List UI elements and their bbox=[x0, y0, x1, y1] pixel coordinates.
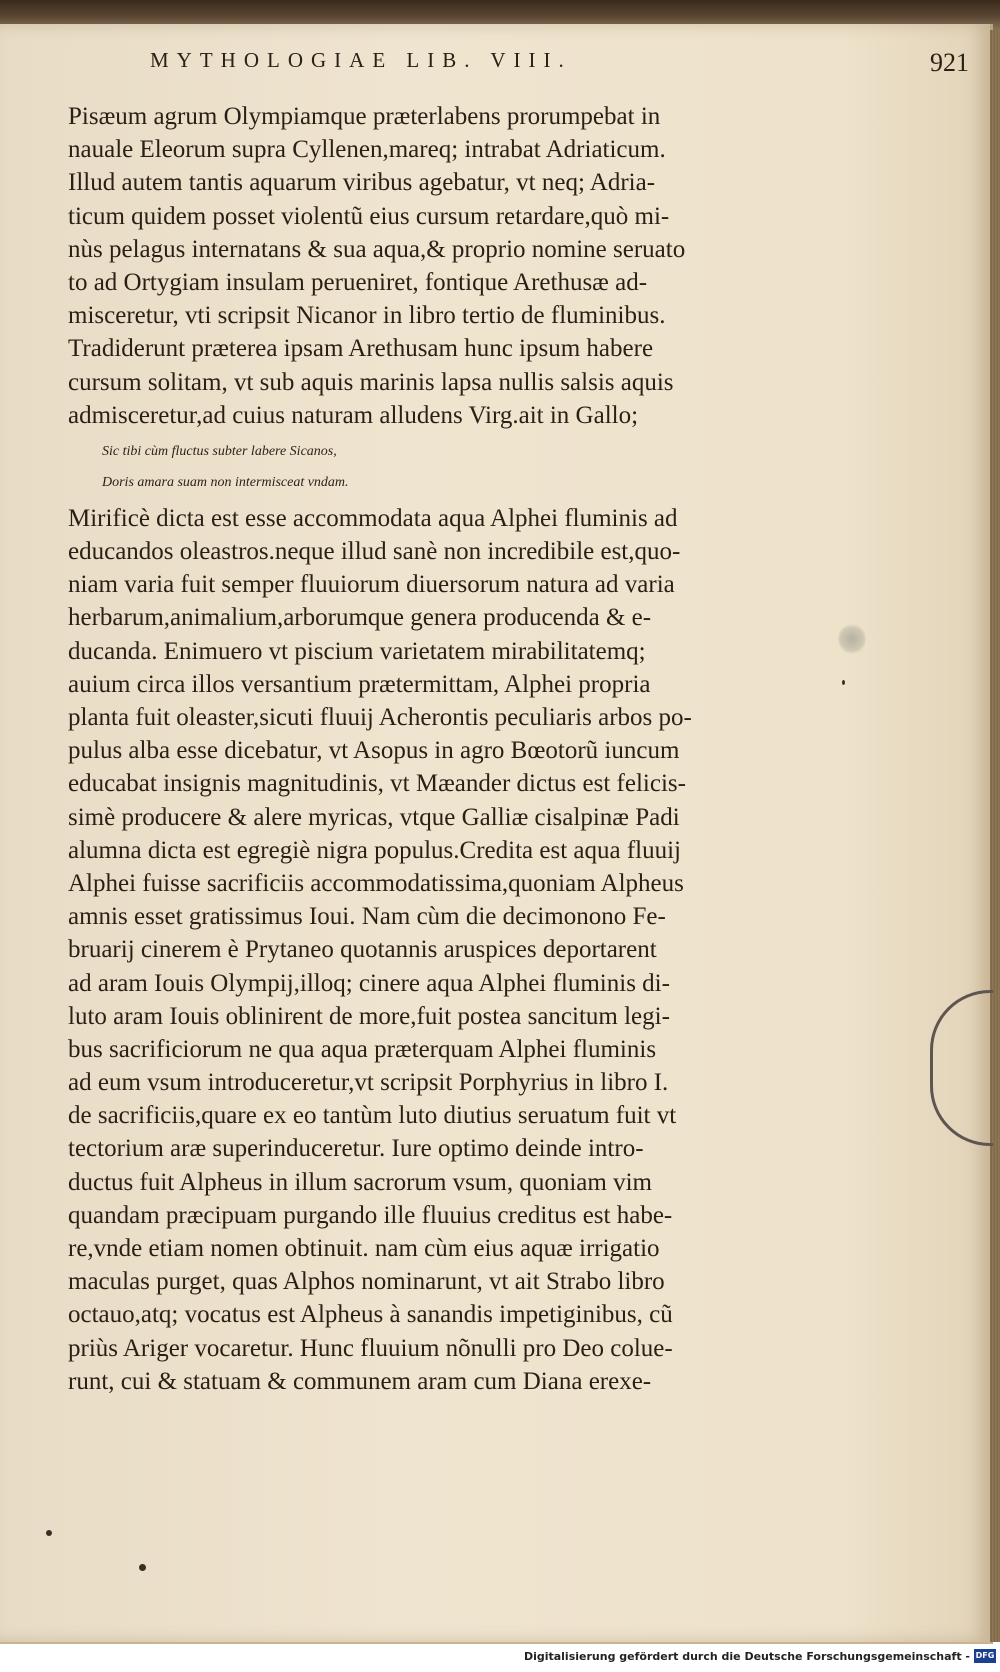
text-line: bruarij cinerem è Prytaneo quotannis aruspices deportarent bbox=[68, 936, 657, 964]
text-line: cursum solitam, vt sub aquis marinis lapsa nullis salsis aquis bbox=[68, 368, 674, 396]
running-title: MYTHOLOGIAE LIB. VIII. bbox=[150, 48, 572, 72]
ink-dot bbox=[139, 1564, 146, 1571]
text-line: Alphei fuisse sacrificiis accommodatissima,quoniam Alpheus bbox=[68, 869, 684, 897]
verse-line: Doris amara suam non intermisceat vndam. bbox=[102, 474, 349, 490]
ink-dot bbox=[842, 680, 845, 685]
text-line: ad aram Iouis Olympij,illoq; cinere aqua Alphei fluminis di- bbox=[68, 969, 670, 997]
ink-dot bbox=[46, 1530, 52, 1536]
dfg-logo: DFG bbox=[974, 1649, 996, 1663]
page-stack-edge bbox=[990, 30, 1000, 1642]
text-line: bus sacrificiorum ne qua aqua præterquam Alphei fluminis bbox=[68, 1035, 657, 1063]
paper-stain bbox=[838, 624, 866, 654]
text-line: luto aram Iouis oblinirent de more,fuit postea sancitum legi- bbox=[68, 1002, 670, 1030]
text-line: Mirificè dicta est esse accommodata aqua Alphei fluminis ad bbox=[68, 504, 678, 532]
verse-quotation bbox=[68, 436, 788, 498]
text-line: pulus alba esse dicebatur, vt Asopus in agro Bœotorũ iuncum bbox=[68, 737, 680, 765]
text-line: misceretur, vti scripsit Nicanor in libro tertio de fluminibus. bbox=[68, 302, 666, 330]
page-number: 921 bbox=[930, 48, 969, 77]
text-line: ductus fuit Alpheus in illum sacrorum vsum, quoniam vim bbox=[68, 1168, 652, 1196]
text-line: niam varia fuit semper fluuiorum diuersorum natura ad varia bbox=[68, 571, 675, 599]
text-line: ad eum vsum introduceretur,vt scripsit Porphyrius in libro I. bbox=[68, 1069, 669, 1097]
text-line: de sacrificiis,quare ex eo tantùm luto diutius seruatum fuit vt bbox=[68, 1102, 677, 1130]
text-line: ducanda. Enimuero vt piscium varietatem mirabilitatemq; bbox=[68, 637, 646, 665]
text-line: priùs Ariger vocaretur. Hunc fluuium nõnulli pro Deo colue- bbox=[68, 1334, 673, 1362]
prose-before-verse bbox=[68, 100, 788, 432]
text-line: planta fuit oleaster,sicuti fluuij Acherontis peculiaris arbos po- bbox=[68, 704, 692, 731]
text-line: quandam præcipuam purgando ille fluuius creditus est habe- bbox=[68, 1201, 673, 1229]
text-line: Pisæum agrum Olympiamque præterlabens prorumpebat in bbox=[68, 103, 661, 130]
text-line: to ad Ortygiam insulam perueniret, fontique Arethusæ ad- bbox=[68, 268, 648, 296]
text-line: educandos oleastros.neque illud sanè non incredibile est,quo- bbox=[68, 538, 681, 566]
text-line: educabat insignis magnitudinis, vt Mæander dictus est felicis- bbox=[68, 770, 686, 798]
text-line: nùs pelagus internatans & sua aqua,& proprio nomine seruato bbox=[68, 235, 686, 263]
text-line: ticum quidem posset violentũ eius cursum retardare,quò mi- bbox=[68, 202, 670, 230]
text-line: amnis esset gratissimus Ioui. Nam cùm die decimonono Fe- bbox=[68, 903, 666, 931]
digitization-footer bbox=[0, 1646, 1000, 1672]
text-line: herbarum,animalium,arborumque genera producenda & e- bbox=[68, 604, 652, 632]
text-line: Illud autem tantis aquarum viribus agebatur, vt neq; Adria- bbox=[68, 169, 656, 197]
text-line: nauale Eleorum supra Cyllenen,mareq; intrabat Adriaticum. bbox=[68, 136, 666, 164]
text-line: runt, cui & statuam & communem aram cum Diana erexe- bbox=[68, 1367, 652, 1395]
text-line: auium circa illos versantium prætermittam, Alphei propria bbox=[68, 670, 651, 698]
text-line: simè producere & alere myricas, vtque Galliæ cisalpinæ Padi bbox=[68, 803, 680, 831]
text-line: alumna dicta est egregiè nigra populus.Credita est aqua fluuij bbox=[68, 836, 682, 864]
verse-line: Sic tibi cùm fluctus subter labere Sicanos, bbox=[102, 443, 337, 459]
text-line: Tradiderunt præterea ipsam Arethusam hunc ipsum habere bbox=[68, 335, 654, 363]
text-line: octauo,atq; vocatus est Alpheus à sanandis impetiginibus, cũ bbox=[68, 1301, 673, 1329]
text-line: re,vnde etiam nomen obtinuit. nam cùm eius aquæ irrigatio bbox=[68, 1235, 660, 1262]
prose-after-verse bbox=[68, 502, 788, 1398]
digitization-credit: Digitalisierung gefördert durch die Deutsche Forschungsgemeinschaft - bbox=[523, 1650, 970, 1663]
text-line: admisceretur,ad cuius naturam alludens Virg.ait in Gallo; bbox=[68, 401, 639, 429]
text-line: maculas purget, quas Alphos nominarunt, vt ait Strabo libro bbox=[68, 1268, 665, 1296]
text-line: tectorium aræ superinduceretur. Iure optimo deinde intro- bbox=[68, 1135, 644, 1163]
text-block bbox=[68, 100, 788, 1398]
